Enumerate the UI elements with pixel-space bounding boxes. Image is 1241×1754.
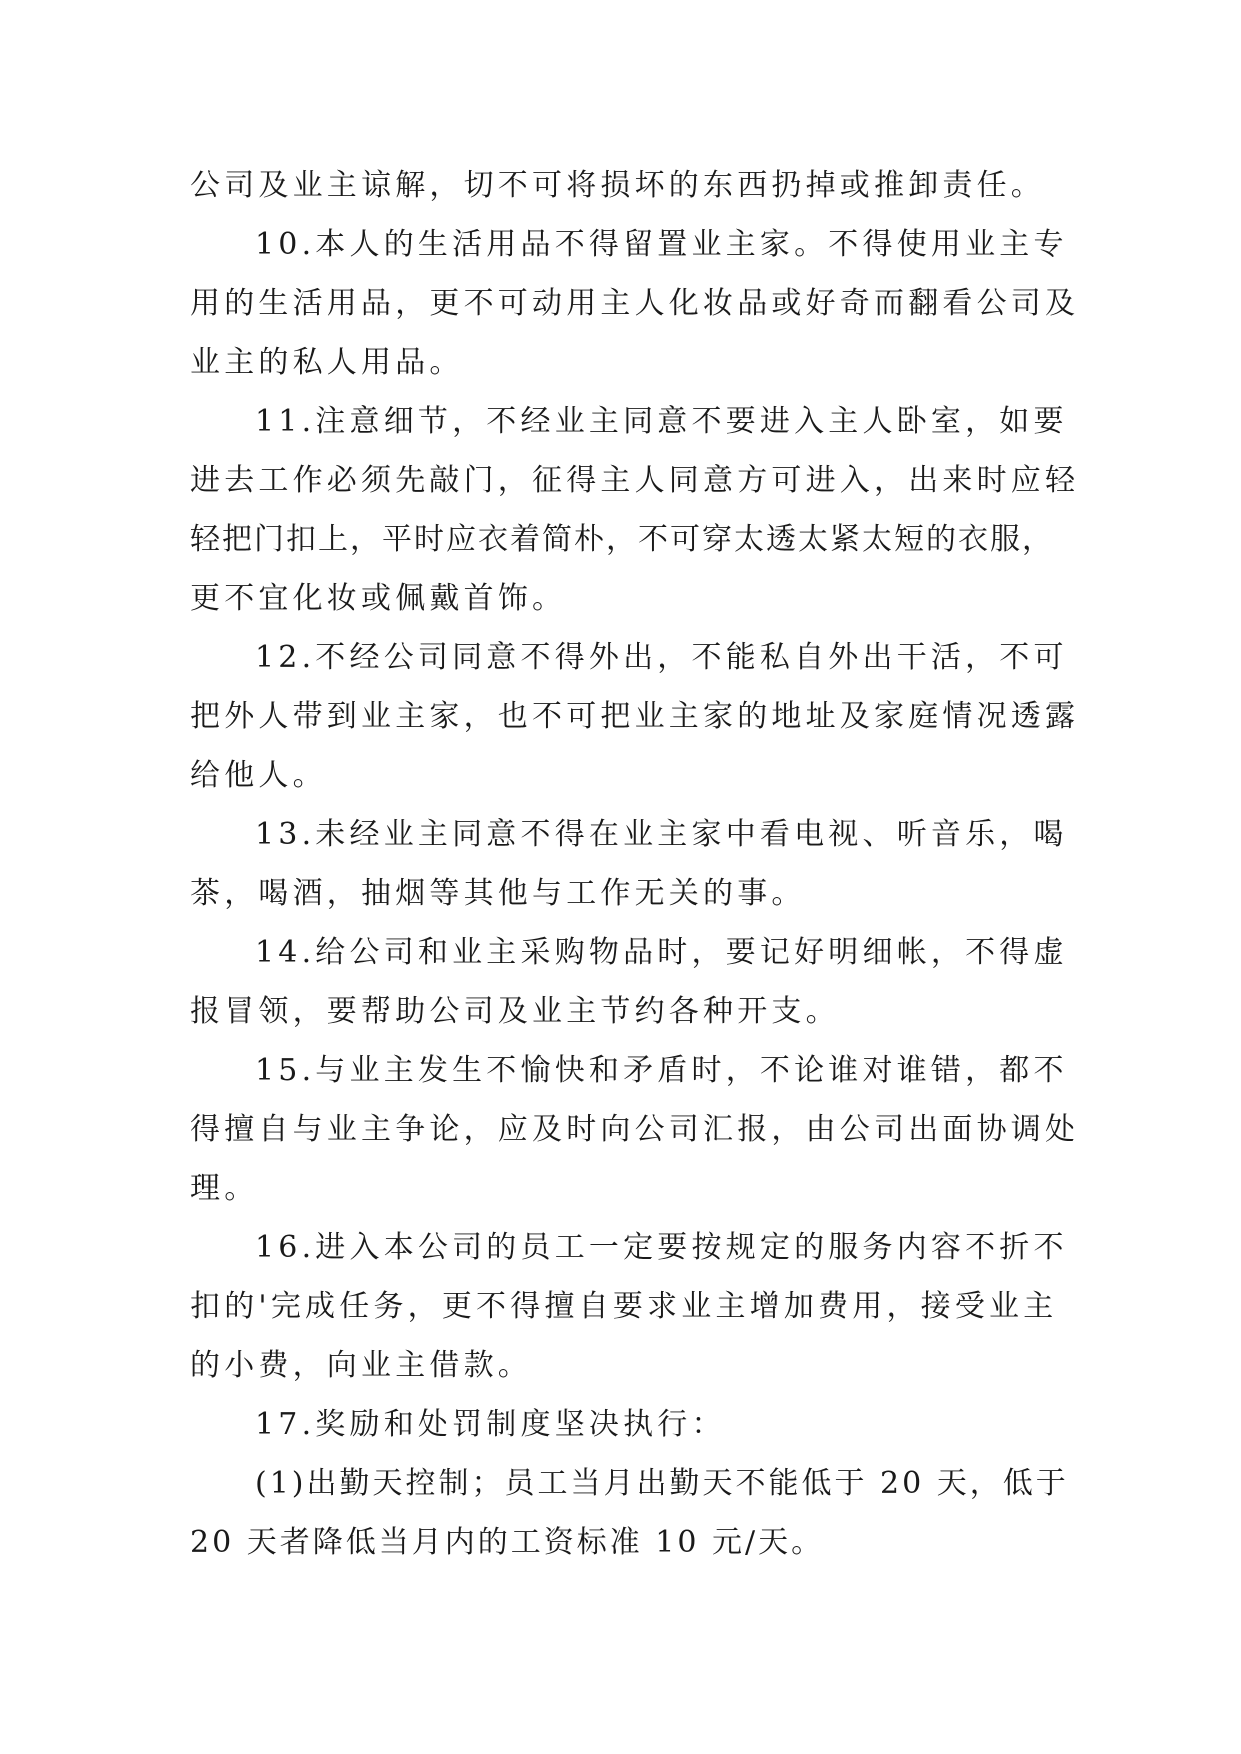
text-line: 15.与业主发生不愉快和矛盾时，不论谁对谁错，都不 [255,1053,1068,1088]
text-line: 10.本人的生活用品不得留置业主家。不得使用业主专 [255,227,1068,262]
text-line: 12.不经公司同意不得外出，不能私自外出干活，不可 [255,640,1068,675]
text-line: 用的生活用品，更不可动用主人化妆品或好奇而翻看公司及 [190,286,1080,321]
text-line: 轻把门扣上，平时应衣着简朴，不可穿太透太紧太短的衣服， [190,522,1054,557]
text-line: 20 天者降低当月内的工资标准 10 元/天。 [190,1525,825,1560]
text-line: 14.给公司和业主采购物品时，要记好明细帐，不得虚 [255,935,1068,970]
text-line: 进去工作必须先敲门，征得主人同意方可进入，出来时应轻 [190,463,1080,498]
text-line: (1)出勤天控制；员工当月出勤天不能低于 20 天，低于 [255,1466,1069,1501]
text-line: 的小费，向业主借款。 [190,1348,532,1383]
text-line: 业主的私人用品。 [190,345,464,380]
text-line: 13.未经业主同意不得在业主家中看电视、听音乐，喝 [255,817,1068,852]
text-line: 公司及业主谅解，切不可将损坏的东西扔掉或推卸责任。 [190,168,1045,203]
text-line: 理。 [190,1171,259,1206]
text-line: 得擅自与业主争论，应及时向公司汇报，由公司出面协调处 [190,1112,1080,1147]
text-line: 把外人带到业主家，也不可把业主家的地址及家庭情况透露 [190,699,1080,734]
text-line: 给他人。 [190,758,327,793]
text-line: 更不宜化妆或佩戴首饰。 [190,581,567,616]
text-line: 16.进入本公司的员工一定要按规定的服务内容不折不 [255,1230,1068,1265]
text-line: 17.奖励和处罚制度坚决执行： [255,1407,726,1442]
text-line: 茶，喝酒，抽烟等其他与工作无关的事。 [190,876,806,911]
text-line: 扣的'完成任务，更不得擅自要求业主增加费用，接受业主 [190,1289,1058,1324]
text-line: 报冒领，要帮助公司及业主节约各种开支。 [190,994,840,1029]
text-line: 11.注意细节，不经业主同意不要进入主人卧室，如要 [255,404,1068,439]
